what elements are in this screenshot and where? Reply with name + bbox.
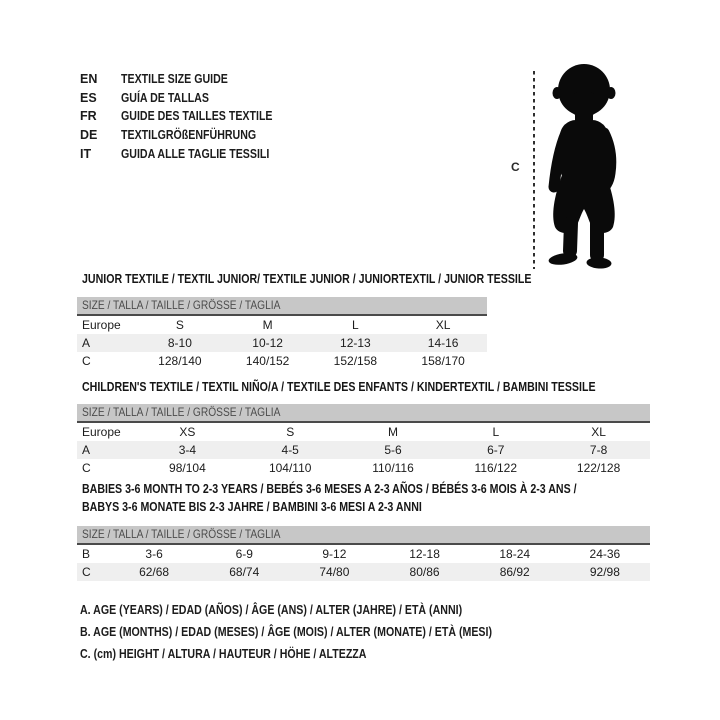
cell: 110/116 <box>372 461 414 475</box>
cell: 6-9 <box>235 547 253 561</box>
lang-label: TEXTILE SIZE GUIDE <box>121 72 228 86</box>
cell: XS <box>179 425 196 439</box>
cell: 4-5 <box>281 443 299 457</box>
lang-label: GUIDA ALLE TAGLIE TESSILI <box>121 146 270 161</box>
cell: 7-8 <box>589 443 608 457</box>
cell: 98/104 <box>169 461 206 475</box>
table-row <box>77 441 650 459</box>
lang-label: GUIDE DES TAILLES TEXTILE <box>121 109 273 124</box>
cell: 92/98 <box>589 565 620 579</box>
size-header-bar: SIZE / TALLA / TAILLE / GRÖSSE / TAGLIA <box>77 404 650 423</box>
lang-row-it <box>80 145 299 164</box>
cell: 3-4 <box>178 443 197 457</box>
cell: XL <box>591 425 606 439</box>
table-row <box>77 316 487 334</box>
toddler-silhouette-icon <box>540 63 634 271</box>
children-table <box>77 404 650 477</box>
cell: 8-10 <box>167 336 192 350</box>
cell: 104/110 <box>268 461 312 475</box>
row-label: C <box>82 565 91 579</box>
cell: M <box>387 425 398 439</box>
cell: 24-36 <box>589 547 621 561</box>
junior-table <box>77 297 487 370</box>
measure-legend <box>80 599 565 665</box>
table-row <box>77 352 487 370</box>
cell: 140/152 <box>245 354 290 368</box>
cell: M <box>262 318 273 332</box>
lang-row-de <box>80 126 299 145</box>
cell: 74/80 <box>319 565 350 579</box>
table-row <box>77 459 650 477</box>
cell: XL <box>435 318 451 332</box>
table-row <box>77 545 650 563</box>
size-header-bar: SIZE / TALLA / TAILLE / GRÖSSE / TAGLIA <box>77 297 487 316</box>
size-header-bar: SIZE / TALLA / TAILLE / GRÖSSE / TAGLIA <box>77 526 650 545</box>
cell: 152/158 <box>333 354 378 368</box>
children-table-title: CHILDREN'S TEXTILE / TEXTIL NIÑO/A / TEXTILE DES ENFANTS / KINDERTEXTIL / BAMBINI TESSILE <box>82 380 596 394</box>
table-row <box>77 334 487 352</box>
table-row <box>77 563 650 581</box>
row-label: A <box>82 443 91 457</box>
cell: 3-6 <box>145 547 163 561</box>
lang-row-es <box>80 89 299 108</box>
junior-table-title: JUNIOR TEXTILE / TEXTIL JUNIOR/ TEXTILE JUNIOR / JUNIORTEXTIL / JUNIOR TESSILE <box>82 272 532 286</box>
legend-row-b: B. AGE (MONTHS) / EDAD (MESES) / ÂGE (MOIS) / ALTER (MONATE) / ETÀ (MESI) <box>80 625 493 639</box>
height-dashed-line <box>533 71 535 269</box>
height-measure-label: C <box>511 160 520 174</box>
cell: 62/68 <box>139 565 170 579</box>
cell: S <box>175 318 184 332</box>
lang-code: FR <box>80 109 97 124</box>
row-label: C <box>82 461 91 475</box>
cell: L <box>352 318 359 332</box>
lang-code: EN <box>80 72 98 86</box>
lang-label: TEXTILGRÖßENFÜHRUNG <box>121 128 257 143</box>
row-label: A <box>82 336 91 350</box>
lang-row-fr <box>80 107 299 126</box>
language-list <box>80 70 299 164</box>
cell: 86/92 <box>499 565 530 579</box>
row-label: B <box>82 547 91 561</box>
lang-code: IT <box>80 146 92 161</box>
cell: 12-13 <box>340 336 371 350</box>
cell: 68/74 <box>229 565 260 579</box>
cell: 5-6 <box>384 443 402 457</box>
cell: 128/140 <box>158 354 202 368</box>
cell: 12-18 <box>409 547 440 561</box>
legend-row-a: A. AGE (YEARS) / EDAD (AÑOS) / ÂGE (ANS) / ALTER (JAHRE) / ETÀ (ANNI) <box>80 603 463 617</box>
row-label: C <box>82 354 91 368</box>
cell: S <box>286 425 295 439</box>
cell: 6-7 <box>487 443 505 457</box>
table-row <box>77 423 650 441</box>
cell: 9-12 <box>322 547 347 561</box>
row-label: Europe <box>82 318 121 332</box>
cell: L <box>492 425 500 439</box>
legend-row-c: C. (cm) HEIGHT / ALTURA / HAUTEUR / HÖHE / ALTEZZA <box>80 647 367 661</box>
cell: 80/86 <box>409 565 440 579</box>
babies-table-title: BABIES 3-6 MONTH TO 2-3 YEARS / BEBÉS 3-6 MESES A 2-3 AÑOS / BÉBÉS 3-6 MOIS À 2-3 ANS / BABYS 3-6 MONATE BIS 2-3 JAHRE / BAMBINI 3-6 MESI A 2-3 ANNI <box>82 482 577 514</box>
cell: 158/170 <box>421 354 465 368</box>
cell: 14-16 <box>427 336 459 350</box>
cell: 18-24 <box>499 547 531 561</box>
cell: 10-12 <box>252 336 283 350</box>
lang-label: GUÍA DE TALLAS <box>121 90 209 105</box>
lang-code: ES <box>80 90 97 105</box>
lang-code: DE <box>80 128 98 143</box>
row-label: Europe <box>82 425 121 439</box>
cell: 122/128 <box>576 461 621 475</box>
lang-row-en <box>80 70 299 89</box>
cell: 116/122 <box>474 461 518 475</box>
babies-table <box>77 526 650 581</box>
